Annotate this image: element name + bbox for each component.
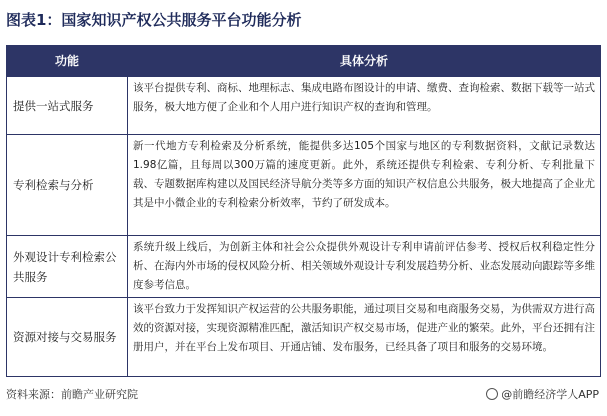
- table-row: [7, 76, 600, 134]
- figure-title: 图表1：国家知识产权公共服务平台功能分析: [6, 11, 302, 29]
- table-row: [7, 235, 600, 297]
- credit: [486, 386, 599, 402]
- table-row: [7, 297, 600, 376]
- row-analysis: 该平台致力于发挥知识产权运营的公共服务职能，通过项目交易和电商服务交易，为供需双方进行高效的资源对接，实现资源精准匹配，激活知识产权交易市场，促进产业的繁荣。此外，平台还拥有注册用户，并在平台上发布项目、开通店铺、发布服务，已经具备了项目和服务的交易环境。: [133, 303, 595, 353]
- function-table: [6, 45, 601, 377]
- row-analysis: 新一代地方专利检索及分析系统，能提供多达105个国家与地区的专利数据资料，文献记录数达1.98亿篇，且每周以300万篇的速度更新。此外，系统还提供专利检索、专利分析、专利批量下载、专题数据库构建以及国民经济导航分类等多方面的知识产权信息公共服务，极大地提高了企业尤其是中小微企业的专利检索分析效率，节约了研发成本。: [133, 140, 595, 209]
- row-function: 资源对接与交易服务: [7, 298, 128, 376]
- header-analysis: 具体分析: [339, 54, 388, 68]
- table-row: [7, 134, 600, 235]
- row-analysis: 系统升级上线后，为创新主体和社会公众提供外观设计专利申请前评估参考、授权后权利稳定性分析、在海内外市场的侵权风险分析、相关领域外观设计专利发展趋势分析、业态发展动向跟踪等多维度参考信息。: [133, 241, 595, 291]
- row-function: 专利检索与分析: [7, 135, 128, 235]
- credit-text: @前瞻经济学人APP: [501, 388, 599, 401]
- source-note: 资料来源：前瞻产业研究院: [6, 388, 138, 401]
- brand-logo-icon: [486, 388, 498, 400]
- row-function: 提供一站式服务: [7, 77, 128, 134]
- row-function: 外观设计专利检索公共服务: [7, 236, 128, 297]
- table-header: [7, 46, 600, 76]
- row-analysis: 该平台提供专利、商标、地理标志、集成电路布图设计的申请、缴费、查询检索、数据下载等一站式服务，极大地方便了企业和个人用户进行知识产权的查询和管理。: [133, 82, 595, 113]
- header-function: 功能: [54, 54, 79, 68]
